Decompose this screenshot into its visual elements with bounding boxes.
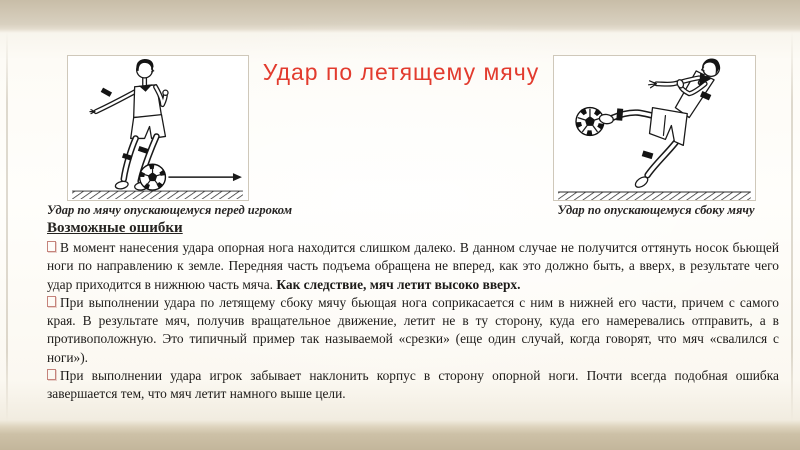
- error-item-3: [47, 367, 779, 404]
- soccer-ball: [576, 108, 604, 136]
- ground-hatch: [558, 192, 751, 200]
- ground-hatch: [72, 191, 243, 199]
- error-item-3-text: При выполнении удара игрок забывает наклонить корпус в сторону опорной ноги. Почти всегда подобная ошибка завершается тем, что мяч летит намного выше цели.: [47, 368, 779, 402]
- kick-front-illustration: [68, 56, 248, 200]
- square-bullet-icon: [47, 369, 56, 380]
- direction-arrow: [168, 173, 241, 181]
- error-item-1-bold: Как следствие, мяч летит высоко вверх.: [276, 276, 521, 292]
- square-bullet-icon: [47, 241, 56, 252]
- left-edge-decor: [6, 32, 8, 422]
- caption-left: Удар по мячу опускающемуся перед игроком: [47, 203, 293, 217]
- player-side: [599, 58, 720, 189]
- error-item-1-text: В момент нанесения удара опорная нога находится слишком далеко. В данном случае не получится оттянуть носок бьющей ноги по направлению к земле. Передняя часть подъема обращена не вперед, как это должно быть, а вверх, в результате чего удар приходится в нижнюю часть мяча.: [47, 240, 779, 292]
- caption-right: Удар по опускающемуся сбоку мячу: [557, 203, 755, 217]
- errors-heading: Возможные ошибки: [47, 220, 183, 236]
- right-edge-decor: [791, 32, 793, 422]
- kick-side-illustration: [554, 56, 755, 200]
- error-item-2: [47, 294, 779, 367]
- errors-section: [47, 219, 779, 404]
- square-bullet-icon: [47, 296, 56, 307]
- error-item-1: [47, 239, 779, 294]
- figure-kick-front: [67, 55, 249, 201]
- figure-kick-side: [553, 55, 756, 201]
- slide-title: Удар по летящему мячу: [262, 59, 540, 85]
- error-item-2-text: При выполнении удара по летящему сбоку мячу бьющая нога соприкасается с ним в нижней его части, причем с самого края. В результате мяч, получив вращательное движение, летит не в ту сторону, куда его намеревались отправить, а в противоположную. Это типичный пример так называемой «срезки» (еще один случай, когда говорят, что мяч «свалился с ноги»).: [47, 294, 779, 365]
